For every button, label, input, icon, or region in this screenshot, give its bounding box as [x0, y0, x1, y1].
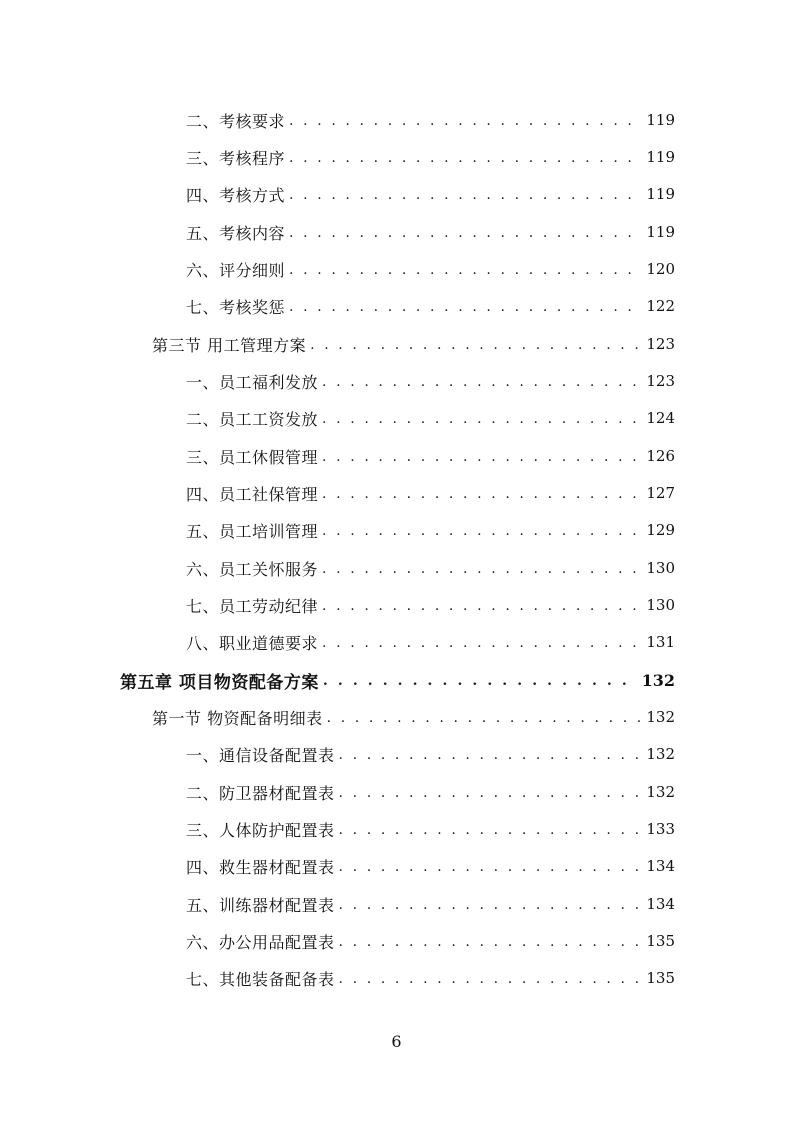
dot-leader: [322, 598, 642, 614]
toc-entry-title: 第一节 物资配备明细表: [152, 708, 323, 728]
dot-leader: [322, 486, 642, 502]
dot-leader: [289, 150, 642, 166]
page-number: 6: [391, 1032, 402, 1051]
dot-leader: [339, 747, 643, 763]
toc-entry[interactable]: [186, 294, 675, 318]
toc-entry-title: 二、员工工资发放: [186, 409, 319, 429]
toc-entry-title: 一、员工福利发放: [186, 372, 319, 392]
toc-entry-title: 五、员工培训管理: [186, 521, 319, 541]
toc-entry-page: 132: [641, 670, 675, 690]
toc-entry[interactable]: [186, 630, 675, 654]
toc-entry-title: 七、其他装备配备表: [186, 969, 335, 989]
dot-leader: [327, 710, 643, 726]
toc-entry[interactable]: [186, 556, 675, 580]
toc-entry-page: 135: [646, 969, 675, 987]
toc-entry-title: 四、救生器材配置表: [186, 857, 335, 877]
toc-entry-title: 三、人体防护配置表: [186, 820, 335, 840]
dot-leader: [289, 113, 642, 129]
toc-entry-title: 七、员工劳动纪律: [186, 596, 319, 616]
toc-entry[interactable]: [186, 369, 675, 393]
toc-entry-page: 134: [646, 895, 675, 913]
toc-entry-title: 六、员工关怀服务: [186, 559, 319, 579]
toc-entry-page: 123: [646, 335, 675, 353]
dot-leader: [339, 785, 643, 801]
toc-entry[interactable]: [186, 108, 675, 132]
dot-leader: [322, 449, 642, 465]
toc-entry-page: 133: [646, 820, 675, 838]
toc-entry-page: 124: [646, 409, 675, 427]
toc-entry-section[interactable]: [152, 705, 675, 729]
toc-entry[interactable]: [186, 854, 675, 878]
dot-leader: [289, 187, 642, 203]
toc-entry-page: 119: [646, 223, 675, 241]
toc-entry[interactable]: [186, 257, 675, 281]
toc-entry-title: 六、办公用品配置表: [186, 932, 335, 952]
dot-leader: [339, 859, 643, 875]
toc-entry-page: 130: [646, 559, 675, 577]
toc-entry[interactable]: [186, 742, 675, 766]
dot-leader: [322, 374, 642, 390]
toc-entry[interactable]: [186, 966, 675, 990]
toc-entry-title: 三、员工休假管理: [186, 447, 319, 467]
toc-entry-page: 126: [646, 447, 675, 465]
dot-leader: [323, 673, 638, 689]
toc-entry-title: 四、考核方式: [186, 185, 286, 205]
dot-leader: [339, 822, 643, 838]
toc-entry-title: 七、考核奖惩: [186, 297, 286, 317]
toc-entry-title: 四、员工社保管理: [186, 484, 319, 504]
toc-entry[interactable]: [186, 220, 675, 244]
toc-entry-page: 123: [646, 372, 675, 390]
toc-entry[interactable]: [186, 780, 675, 804]
toc-entry-page: 120: [646, 260, 675, 278]
toc-entry-title: 六、评分细则: [186, 260, 286, 280]
toc-entry-page: 119: [646, 111, 675, 129]
toc-entry[interactable]: [186, 817, 675, 841]
toc-entry-title: 八、职业道德要求: [186, 633, 319, 653]
dot-leader: [310, 337, 642, 353]
toc-entry-title: 二、防卫器材配置表: [186, 783, 335, 803]
toc-entry-title: 三、考核程序: [186, 148, 286, 168]
toc-entry[interactable]: [186, 518, 675, 542]
dot-leader: [322, 411, 642, 427]
toc-entry-page: 119: [646, 148, 675, 166]
toc-entry-page: 135: [646, 932, 675, 950]
toc-entry[interactable]: [186, 892, 675, 916]
toc-entry-page: 130: [646, 596, 675, 614]
toc-entry-title: 五、训练器材配置表: [186, 895, 335, 915]
dot-leader: [322, 523, 642, 539]
dot-leader: [339, 934, 643, 950]
toc-entry-page: 132: [646, 708, 675, 726]
toc-entry-page: 129: [646, 521, 675, 539]
dot-leader: [322, 635, 642, 651]
toc-entry[interactable]: [186, 481, 675, 505]
toc-entry[interactable]: [186, 145, 675, 169]
dot-leader: [322, 561, 642, 577]
dot-leader: [289, 225, 642, 241]
toc-entry-page: 122: [646, 297, 675, 315]
toc-entry-section[interactable]: [152, 332, 675, 356]
toc-entry-title: 第五章 项目物资配备方案: [120, 672, 319, 693]
toc-entry-title: 一、通信设备配置表: [186, 745, 335, 765]
toc-entry-chapter[interactable]: [120, 668, 675, 692]
toc-entry-page: 132: [646, 783, 675, 801]
toc-entry[interactable]: [186, 182, 675, 206]
toc-entry-page: 131: [646, 633, 675, 651]
toc-entry-page: 134: [646, 857, 675, 875]
toc-entry-page: 132: [646, 745, 675, 763]
dot-leader: [289, 299, 642, 315]
toc-entry-title: 五、考核内容: [186, 223, 286, 243]
toc-entry[interactable]: [186, 406, 675, 430]
toc-entry[interactable]: [186, 929, 675, 953]
toc-entry-page: 127: [646, 484, 675, 502]
dot-leader: [339, 897, 643, 913]
dot-leader: [289, 262, 642, 278]
toc-entry-page: 119: [646, 185, 675, 203]
toc-entry[interactable]: [186, 593, 675, 617]
dot-leader: [339, 971, 643, 987]
toc-entry-title: 第三节 用工管理方案: [152, 335, 307, 355]
toc-entry-title: 二、考核要求: [186, 111, 286, 131]
toc-entry[interactable]: [186, 444, 675, 468]
